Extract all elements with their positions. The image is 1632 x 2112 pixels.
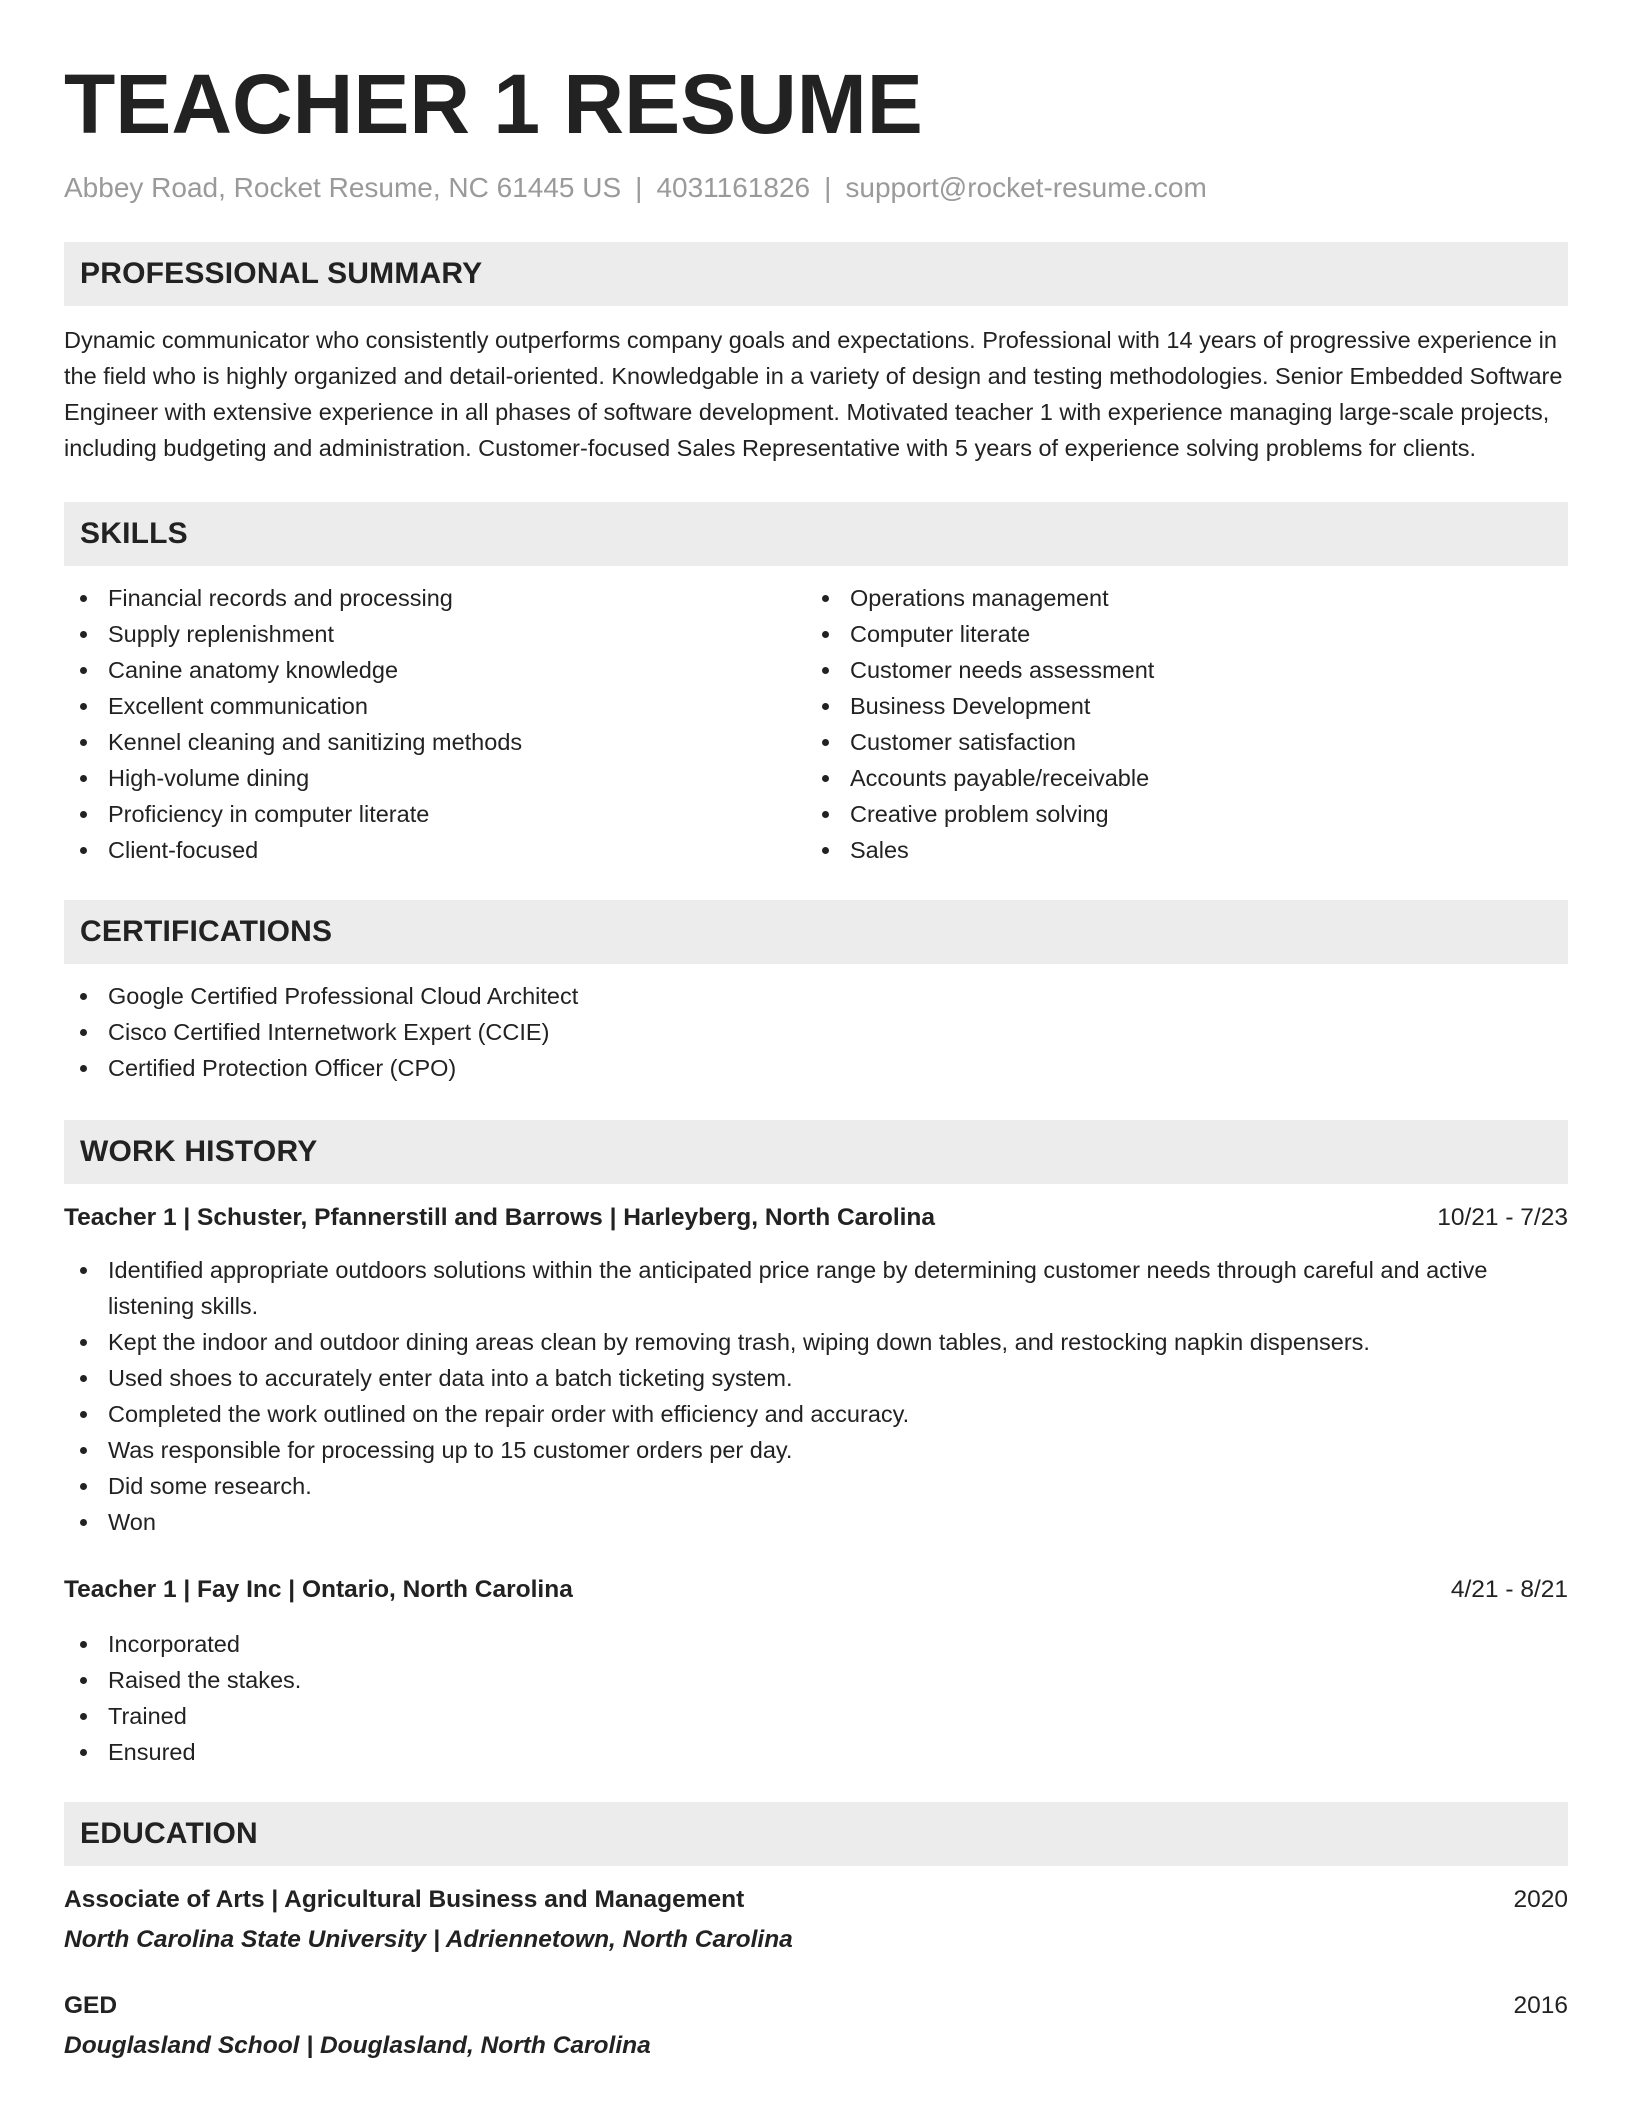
education-degree: GED (64, 1992, 118, 2019)
education-year: 2020 (1513, 1886, 1568, 1913)
section-header-summary: PROFESSIONAL SUMMARY (64, 242, 1568, 306)
education-header (64, 1988, 1568, 2024)
job-title: Teacher 1 | Fay Inc | Ontario, North Carolina (64, 1576, 573, 1603)
contact-line (64, 170, 1568, 206)
skill-item: Creative problem solving (806, 796, 1548, 832)
skill-item: Business Development (806, 688, 1548, 724)
skill-item: Computer literate (806, 616, 1548, 652)
section-header-skills: SKILLS (64, 502, 1568, 566)
phone: 4031161826 (656, 172, 811, 203)
education-degree: Associate of Arts | Agricultural Business and Management (64, 1886, 745, 1913)
job-bullets (64, 1626, 1568, 1770)
education-header (64, 1882, 1568, 1918)
skill-item: Client-focused (64, 832, 806, 868)
skill-item: Proficiency in computer literate (64, 796, 806, 832)
certification-item: Cisco Certified Internetwork Expert (CCIE) (64, 1014, 1568, 1050)
skill-item: Supply replenishment (64, 616, 806, 652)
job-header (64, 1200, 1568, 1236)
summary-text: Dynamic communicator who consistently outperforms company goals and expectations. Professional with 14 years of progressive experience in the field who is highly organized and detail-oriented. Knowledgable in a variety of design and testing methodologies. Senior Embedded Software Engineer with extensive experience in all phases of software development. Motivated teacher 1 with experience managing large-scale projects, including budgeting and administration. Customer-focused Sales Representative with 5 years of experience solving problems for clients. (64, 327, 1563, 461)
job-bullets (64, 1252, 1568, 1540)
skill-item: Excellent communication (64, 688, 806, 724)
skill-item: Financial records and processing (64, 580, 806, 616)
skills-grid (64, 580, 1568, 868)
section-header-education: EDUCATION (64, 1802, 1568, 1866)
job-bullet: Trained (64, 1698, 1568, 1734)
skill-item: Customer satisfaction (806, 724, 1548, 760)
separator: | (635, 172, 643, 203)
resume-title: TEACHER 1 RESUME (64, 57, 923, 151)
skills-column-left (64, 580, 806, 868)
skill-item: Sales (806, 832, 1548, 868)
job-bullet: Incorporated (64, 1626, 1568, 1662)
education-year: 2016 (1513, 1992, 1568, 2019)
job-title: Teacher 1 | Schuster, Pfannerstill and Barrows | Harleyberg, North Carolina (64, 1204, 936, 1231)
job-bullet: Kept the indoor and outdoor dining areas clean by removing trash, wiping down tables, and restocking napkin dispensers. (64, 1324, 1568, 1360)
skill-item: Operations management (806, 580, 1548, 616)
job-bullet: Identified appropriate outdoors solutions within the anticipated price range by determining customer needs through careful and active listening skills. (64, 1252, 1568, 1324)
education-school: Douglasland School | Douglasland, North Carolina (64, 2032, 651, 2059)
job-dates: 10/21 - 7/23 (1437, 1204, 1568, 1231)
skill-item: High-volume dining (64, 760, 806, 796)
separator: | (824, 172, 832, 203)
skills-column-right (806, 580, 1548, 868)
job-dates: 4/21 - 8/21 (1450, 1576, 1568, 1603)
address: Abbey Road, Rocket Resume, NC 61445 US (64, 172, 622, 203)
certifications-list (64, 978, 1568, 1086)
skills-list-right (806, 580, 1548, 868)
section-header-certifications: CERTIFICATIONS (64, 900, 1568, 964)
job-bullet: Ensured (64, 1734, 1568, 1770)
skills-list-left (64, 580, 806, 868)
job-bullet: Won (64, 1504, 1568, 1540)
job-bullet: Was responsible for processing up to 15 customer orders per day. (64, 1432, 1568, 1468)
skill-item: Canine anatomy knowledge (64, 652, 806, 688)
email: support@rocket-resume.com (845, 172, 1207, 203)
skill-item: Kennel cleaning and sanitizing methods (64, 724, 806, 760)
education-school: North Carolina State University | Adriennetown, North Carolina (64, 1926, 793, 1953)
skill-item: Customer needs assessment (806, 652, 1548, 688)
job-bullet: Completed the work outlined on the repair order with efficiency and accuracy. (64, 1396, 1568, 1432)
skill-item: Accounts payable/receivable (806, 760, 1548, 796)
job-header (64, 1572, 1568, 1608)
section-header-work-history: WORK HISTORY (64, 1120, 1568, 1184)
certification-item: Certified Protection Officer (CPO) (64, 1050, 1568, 1086)
job-bullet: Did some research. (64, 1468, 1568, 1504)
certification-item: Google Certified Professional Cloud Architect (64, 978, 1568, 1014)
job-bullet: Raised the stakes. (64, 1662, 1568, 1698)
job-bullet: Used shoes to accurately enter data into a batch ticketing system. (64, 1360, 1568, 1396)
